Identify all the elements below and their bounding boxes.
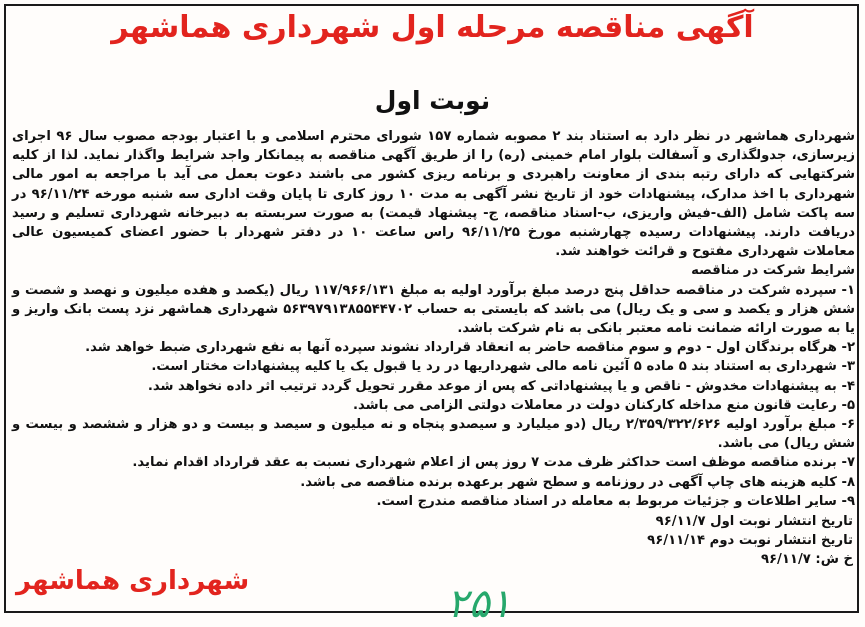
notice-body [12,127,855,511]
notice-title: آگهی مناقصه مرحله اول شهرداری هماشهر [111,10,754,45]
condition-item: ۷- برنده مناقصه موظف است حداکثر ظرف مدت ۷ روز پس از اعلام شهرداری نسبت به عقد قرارداد اقدام نماید. [132,455,855,471]
publication-date-first: تاریخ انتشار نوبت اول ۹۶/۱۱/۷ [655,514,853,529]
condition-item: ۱- سپرده شرکت در مناقصه حداقل پنج درصد مبلغ برآورد اولیه به مبلغ ۱۱۷/۹۶۶/۱۳۱ ریال (یکصد و هفده میلیون و نهصد و شصت و شش هزار و یکصد و سی و یک ریال) می باشد که بایستی به حساب ۵۶۳۹۷۹۱۳۸۵۵۴۴۷۰۲ شهرداری هماشهر نزد پست بانک واریز و یا به صورت ارائه ضمانت نامه معتبر بانکی به نام شرکت باشد. [12,282,855,337]
handwritten-note: ۲۵۱ [445,581,520,627]
intro-paragraph: شهرداری هماشهر در نظر دارد به استناد بند ۲ مصوبه شماره ۱۵۷ شورای محترم اسلامی و با اعتبار بودجه مصوب سال ۹۶ اجرای زیرسازی، جدولگذاری و آسفالت بلوار امام خمینی (ره) را از طریق آگهی مناقصه به پیمانکار واجد شرایط واگذار نماید. لذا از کلیه شرکتهایی که دارای رتبه بندی از معاونت راهبردی و برنامه ریزی کشور می باشند دعوت بعمل می آید با مراجعه به امور مالی شهرداری با اخذ مدارک، پیشنهادات خود از تاریخ نشر آگهی به مدت ۱۰ روز کاری تا پایان وقت اداری سه شنبه مورخه ۹۶/۱۱/۲۴ در سه پاکت شامل (الف-فیش واریزی، ب-اسناد مناقصه، ج- پیشنهاد قیمت) به صورت سربسته به دبیرخانه شهرداری تسلیم و رسید دریافت دارند. پیشنهادات رسیده چهارشنبه مورخ ۹۶/۱۱/۲۵ راس ساعت ۱۰ در دفتر شهردار با حضور اعضای کمیسیون عالی معاملات شهرداری مفتوح و قرائت خواهند شد. [12,129,856,260]
condition-item: ۵- رعایت قانون منع مداخله کارکنان دولت در معاملات دولتی الزامی می باشد. [353,397,855,413]
notice-subtitle: نوبت اول [374,86,491,115]
condition-item: ۴- به پیشنهادات مخدوش - ناقص و یا پیشنهاداتی که پس از موعد مقرر تحویل گردد ترتیب اثر داده نخواهد شد. [147,378,855,394]
publication-info [647,512,853,570]
condition-item: ۳- شهرداری به استناد بند ۵ ماده ۵ آئین نامه مالی شهرداریها در رد یا قبول یک یا کلیه پیشنهادات مختار است. [151,359,855,375]
signature: شهرداری هماشهر [16,566,250,596]
condition-item: ۲- هرگاه برندگان اول - دوم و سوم مناقصه حاضر به انعقاد قرارداد نشوند سپرده آنها به نفع شهرداری ضبط خواهد شد. [85,340,855,356]
condition-item: ۹- سایر اطلاعات و جزئیات مربوط به معامله در اسناد مناقصه مندرج است. [376,493,855,509]
publication-date-second: تاریخ انتشار نوبت دوم ۹۶/۱۱/۱۴ [647,533,853,549]
publication-code: خ ش: ۹۶/۱۱/۷ [760,552,853,568]
conditions-title: شرایط شرکت در مناقصه [691,263,855,279]
condition-item: ۶- مبلغ برآورد اولیه ۲/۳۵۹/۳۲۲/۶۲۶ ریال (دو میلیارد و سیصدو پنجاه و نه میلیون و سیصد و بیست و دو هزار و ششصد و بیست و شش ریال) می باشد. [12,417,855,452]
condition-item: ۸- کلیه هزینه های چاپ آگهی در روزنامه و سطح شهر برعهده برنده مناقصه می باشد. [300,474,855,490]
